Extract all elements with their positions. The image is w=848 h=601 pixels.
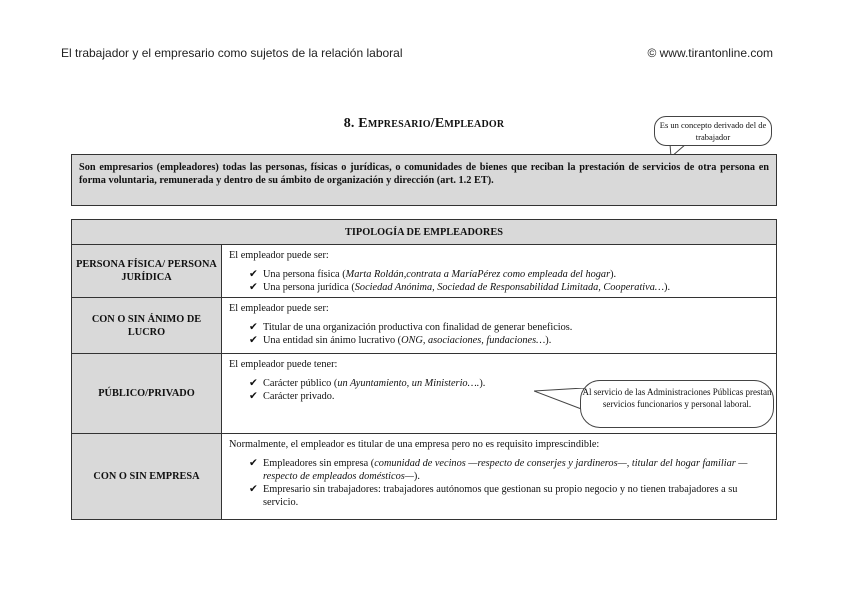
check-icon: ✔ <box>249 484 258 495</box>
check-icon: ✔ <box>249 322 258 333</box>
list-item: ✔ Empleadores sin empresa (comunidad de vecinos —respecto de conserjes y jardineros—, titular del hogar familiar —respecto de empleados domésticos—). <box>249 458 748 482</box>
list-item: ✔ Una persona jurídica (Sociedad Anónima, Sociedad de Responsabilidad Limitada, Cooperativa…). <box>249 282 671 293</box>
running-header-source: © www.tirantonline.com <box>647 46 773 60</box>
row-intro: Normalmente, el empleador es titular de una empresa pero no es requisito imprescindible: <box>229 439 600 450</box>
check-icon: ✔ <box>249 335 258 346</box>
row-content <box>222 245 777 298</box>
row-content <box>222 298 777 354</box>
concept-callout: Es un concepto derivado del de trabajador <box>654 116 772 146</box>
row-content <box>222 434 777 520</box>
definition-box: Son empresarios (empleadores) todas las personas, físicas o jurídicas, o comunidades de bienes que reciban la prestación de servicios de otra persona en forma voluntaria, remunerada y dentro de su ámbito de organización y dirección (art. 1.2 ET). <box>71 154 777 206</box>
list-item: ✔ Titular de una organización productiva con finalidad de generar beneficios. <box>249 322 573 333</box>
list-item: ✔ Carácter privado. <box>249 391 335 402</box>
list-item: ✔ Una persona física (Marta Roldán,contrata a MaríaPérez como empleada del hogar). <box>249 269 617 280</box>
section-title: 8. Empresario/Empleador <box>343 116 505 131</box>
table-heading: TIPOLOGÍA DE EMPLEADORES <box>72 220 777 245</box>
check-icon: ✔ <box>249 458 258 469</box>
row-intro: El empleador puede ser: <box>229 303 329 314</box>
check-icon: ✔ <box>249 282 258 293</box>
callout-tail <box>534 388 586 412</box>
employer-types-table <box>71 219 777 520</box>
row-category: CON O SIN ÁNIMO DE LUCRO <box>72 298 222 354</box>
check-icon: ✔ <box>249 391 258 402</box>
row-category: PÚBLICO/PRIVADO <box>72 354 222 434</box>
list-item: ✔ Una entidad sin ánimo lucrativo (ONG, asociaciones, fundaciones…). <box>249 335 552 346</box>
list-item: ✔ Empresario sin trabajadores: trabajadores autónomos que gestionan su propio negocio y no tienen trabajadores a su servicio. <box>249 484 738 508</box>
running-header-title: El trabajador y el empresario como sujetos de la relación laboral <box>61 46 403 60</box>
row-intro: El empleador puede ser: <box>229 250 329 261</box>
list-item: ✔ Carácter público (un Ayuntamiento, un Ministerio….). <box>249 378 486 389</box>
check-icon: ✔ <box>249 269 258 280</box>
public-admin-callout: Al servicio de las Administraciones Públicas prestan servicios funcionarios y personal laboral. <box>580 380 774 428</box>
row-category: PERSONA FÍSICA/ PERSONA JURÍDICA <box>72 245 222 298</box>
row-intro: El empleador puede tener: <box>229 359 338 370</box>
check-icon: ✔ <box>249 378 258 389</box>
row-category: CON O SIN EMPRESA <box>72 434 222 520</box>
